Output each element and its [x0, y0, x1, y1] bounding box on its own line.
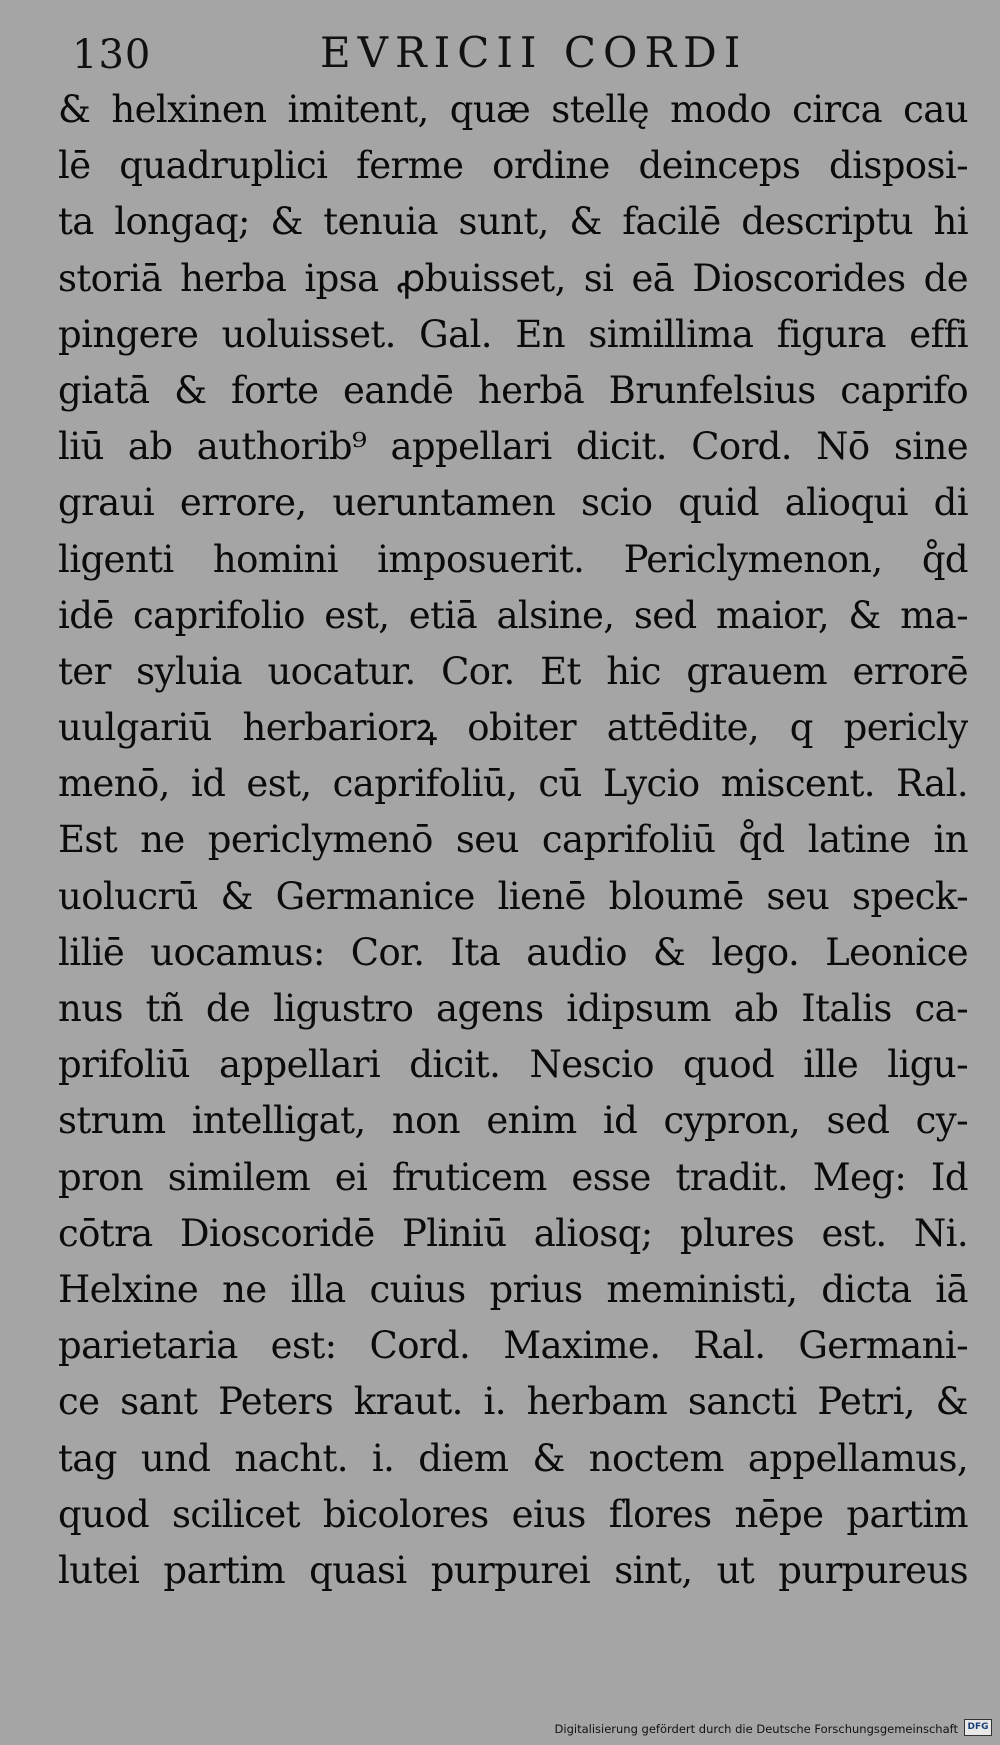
- text-line: Helxine ne illa cuius prius meministi, dicta iā: [58, 1267, 968, 1311]
- digitization-footer: [0, 1719, 1000, 1741]
- text-line: liliē uocamus: Cor. Ita audio & lego. Leonice: [58, 930, 968, 974]
- text-line: strum intelligat, non enim id cypron, sed cy-: [58, 1099, 968, 1143]
- text-line: Est ne periclymenō seu caprifoliū q̊d latine in: [58, 818, 968, 862]
- text-line: ligenti homini imposuerit. Periclymenon, q̊d: [58, 537, 968, 581]
- text-line: uulgariū herbariorꝝ obiter attēdite, q pericly: [58, 706, 968, 750]
- text-line: idē caprifolio est, etiā alsine, sed maior, & ma-: [58, 593, 968, 637]
- text-line: pron similem ei fruticem esse tradit. Meg: Id: [58, 1155, 968, 1199]
- text-line: & helxinen imitent, quæ stellę modo circa cau: [58, 88, 968, 131]
- text-line: cōtra Dioscoridē Pliniū aliosq; plures est. Ni.: [58, 1211, 968, 1255]
- text-line: storiā herba ipsa ꝓbuisset, si eā Dioscorides de: [58, 256, 968, 300]
- text-line: ter syluia uocatur. Cor. Et hic grauem errorē: [58, 649, 968, 693]
- text-line: lē quadruplici ferme ordine deinceps disposi-: [58, 144, 968, 188]
- text-line: graui errore, ueruntamen scio quid alioqui di: [58, 481, 968, 525]
- text-line: ce sant Peters kraut. i. herbam sancti Petri, &: [58, 1380, 968, 1424]
- text-line: ta longaq; & tenuia sunt, & facilē descriptu hi: [58, 200, 968, 244]
- page-number: 130: [72, 32, 152, 78]
- text-line: uolucrū & Germanice lienē bloumē seu speck-: [58, 874, 968, 918]
- text-line: nus tñ de ligustro agens idipsum ab Italis ca-: [58, 987, 968, 1030]
- text-line: menō, id est, caprifoliū, cū Lycio miscent. Ral.: [58, 762, 968, 806]
- text-line: parietaria est: Cord. Maxime. Ral. Germani-: [58, 1324, 968, 1368]
- body-text: [58, 82, 968, 1599]
- running-head-title: EVRICII CORDI: [320, 28, 748, 77]
- text-line: lutei partim quasi purpurei sint, ut purpureus: [58, 1548, 968, 1592]
- text-line: liū ab authorib⁹ appellari dicit. Cord. Nō sine: [58, 425, 968, 469]
- funding-note: Digitalisierung gefördert durch die Deutsche Forschungsgemeinschaft: [554, 1722, 958, 1736]
- text-line: tag und nacht. i. diem & noctem appellamus,: [58, 1436, 968, 1480]
- dfg-logo-text: DFG: [967, 1722, 989, 1732]
- running-head: [0, 22, 1000, 84]
- text-line: pingere uoluisset. Gal. En simillima figura effi: [58, 312, 968, 356]
- text-line: prifoliū appellari dicit. Nescio quod ille ligu-: [58, 1043, 968, 1087]
- dfg-logo: [964, 1719, 992, 1736]
- text-line: giatā & forte eandē herbā Brunfelsius caprifo: [58, 368, 968, 412]
- text-line: quod scilicet bicolores eius flores nēpe partim: [58, 1492, 968, 1536]
